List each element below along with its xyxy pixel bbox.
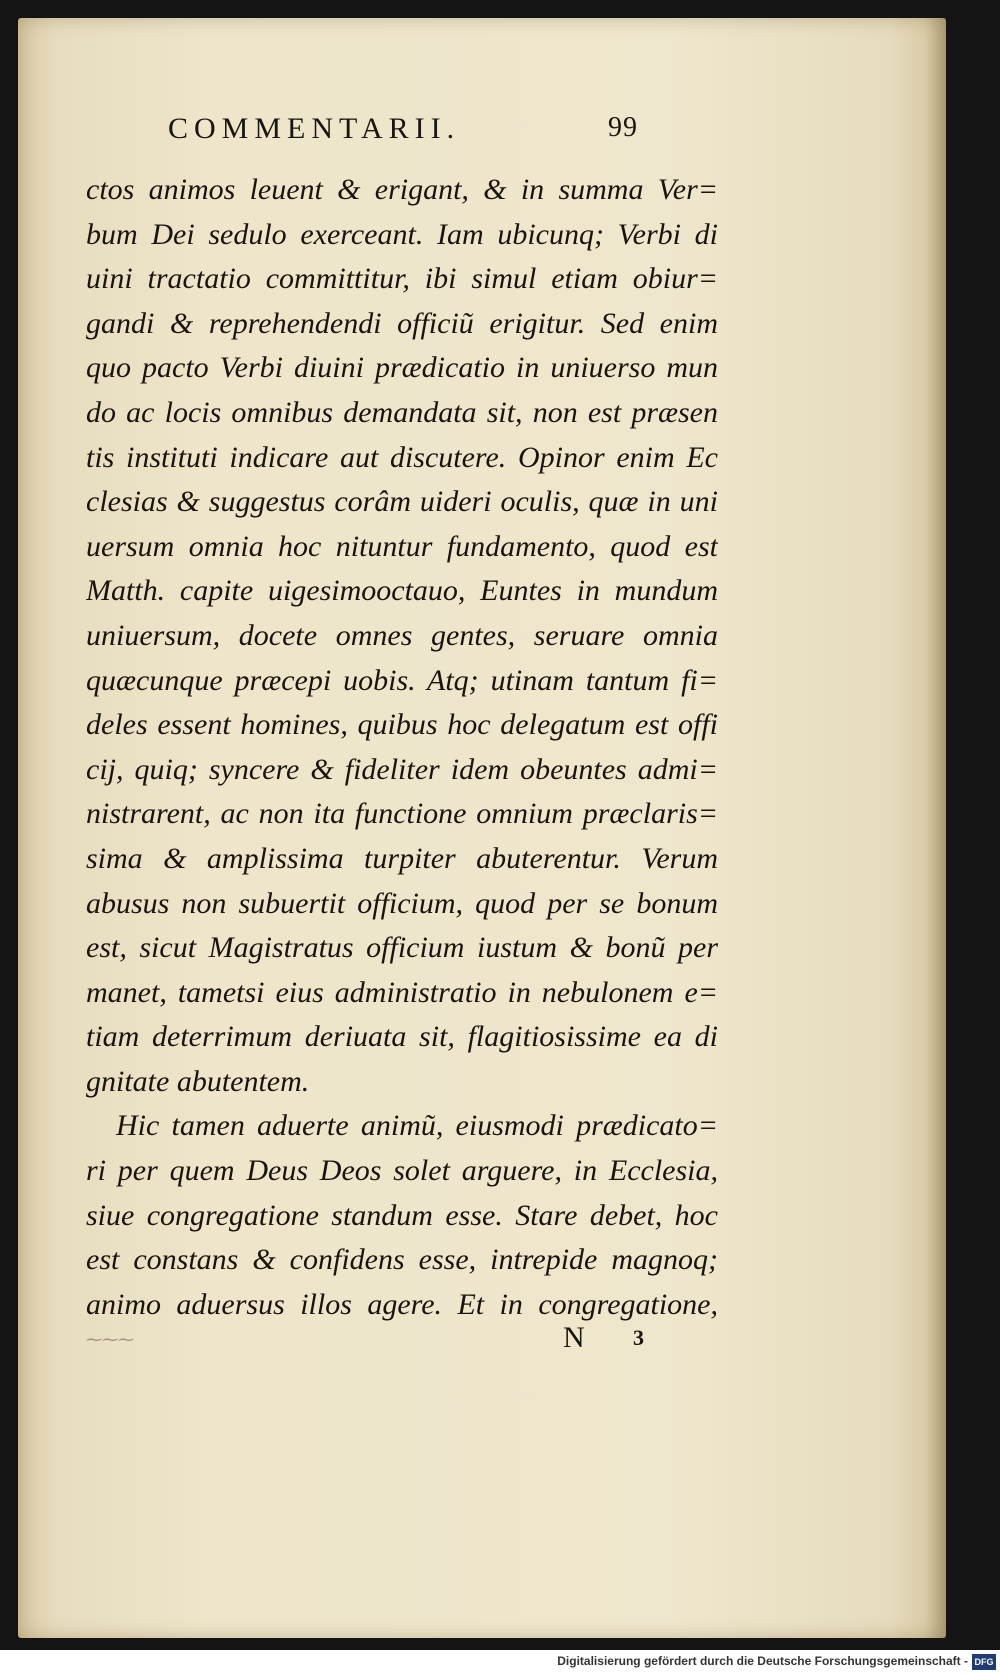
text-line: Matth. capite uigesimooctauo, Euntes in mundum [86,574,718,608]
body-text [86,168,718,1327]
text-line: quæcunque præcepi uobis. Atq; utinam tantum fi= [86,663,718,697]
funding-credit: Digitalisierung gefördert durch die Deutsche Forschungsgemeinschaft - [557,1654,968,1668]
text-line: uini tractatio committitur, ibi simul etiam obiur= [86,262,718,296]
text-line: clesias & suggestus corâm uideri oculis, quæ in uni [86,485,718,519]
text-line: do ac locis omnibus demandata sit, non est præsen [86,395,718,429]
text-line: est constans & confidens esse, intrepide magnoq; [86,1243,718,1277]
text-line: tis instituti indicare aut discutere. Opinor enim Ec [86,440,718,474]
text-line: ctos animos leuent & erigant, & in summa Ver= [86,173,718,206]
running-head-title: COMMENTARII. [168,112,461,145]
text-line: est, sicut Magistratus officium iustum & bonũ per [86,931,718,965]
text-line: cij, quiq; syncere & fideliter idem obeuntes admi= [86,752,718,786]
page-number: 99 [608,112,638,143]
text-line: uersum omnia hoc nituntur fundamento, quod est [86,529,718,563]
text-line: nistrarent, ac non ita functione omnium præclaris= [86,797,718,831]
text-line: animo aduersus illos agere. Et in congregatione, [86,1287,718,1321]
ink-smudge: ⁓⁓⁓ [86,1332,134,1349]
text-line: manet, tametsi eius administratio in nebulonem e= [86,975,718,1009]
text-line: bum Dei sedulo exerceant. Iam ubicunq; Verbi di [86,217,718,251]
text-line: Hic tamen aduerte animũ, eiusmodi prædicato= [116,1109,718,1143]
book-page [18,18,946,1638]
text-line: gnitate abutentem. [86,1064,310,1098]
signature-mark [563,1321,683,1361]
text-line: gandi & reprehendendi officiũ erigitur. Sed enim [86,306,718,340]
text-line: sima & amplissima turpiter abuterentur. Verum [86,841,718,875]
dfg-logo-icon: DFG [972,1654,996,1670]
signature-number: 3 [633,1325,644,1350]
digitization-footer [0,1650,1000,1676]
running-head [168,106,728,152]
text-line: tiam deterrimum deriuata sit, flagitiosissime ea di [86,1020,718,1054]
signature-letter: N [563,1321,585,1354]
text-line: ri per quem Deus Deos solet arguere, in Ecclesia, [86,1154,718,1188]
text-line: abusus non subuertit officium, quod per se bonum [86,886,718,920]
text-line: deles essent homines, quibus hoc delegatum est offi [86,708,718,742]
text-line: quo pacto Verbi diuini prædicatio in uniuerso mun [86,351,718,385]
text-line: uniuersum, docete omnes gentes, seruare omnia [86,618,718,652]
text-line: siue congregatione standum esse. Stare debet, hoc [86,1198,718,1232]
